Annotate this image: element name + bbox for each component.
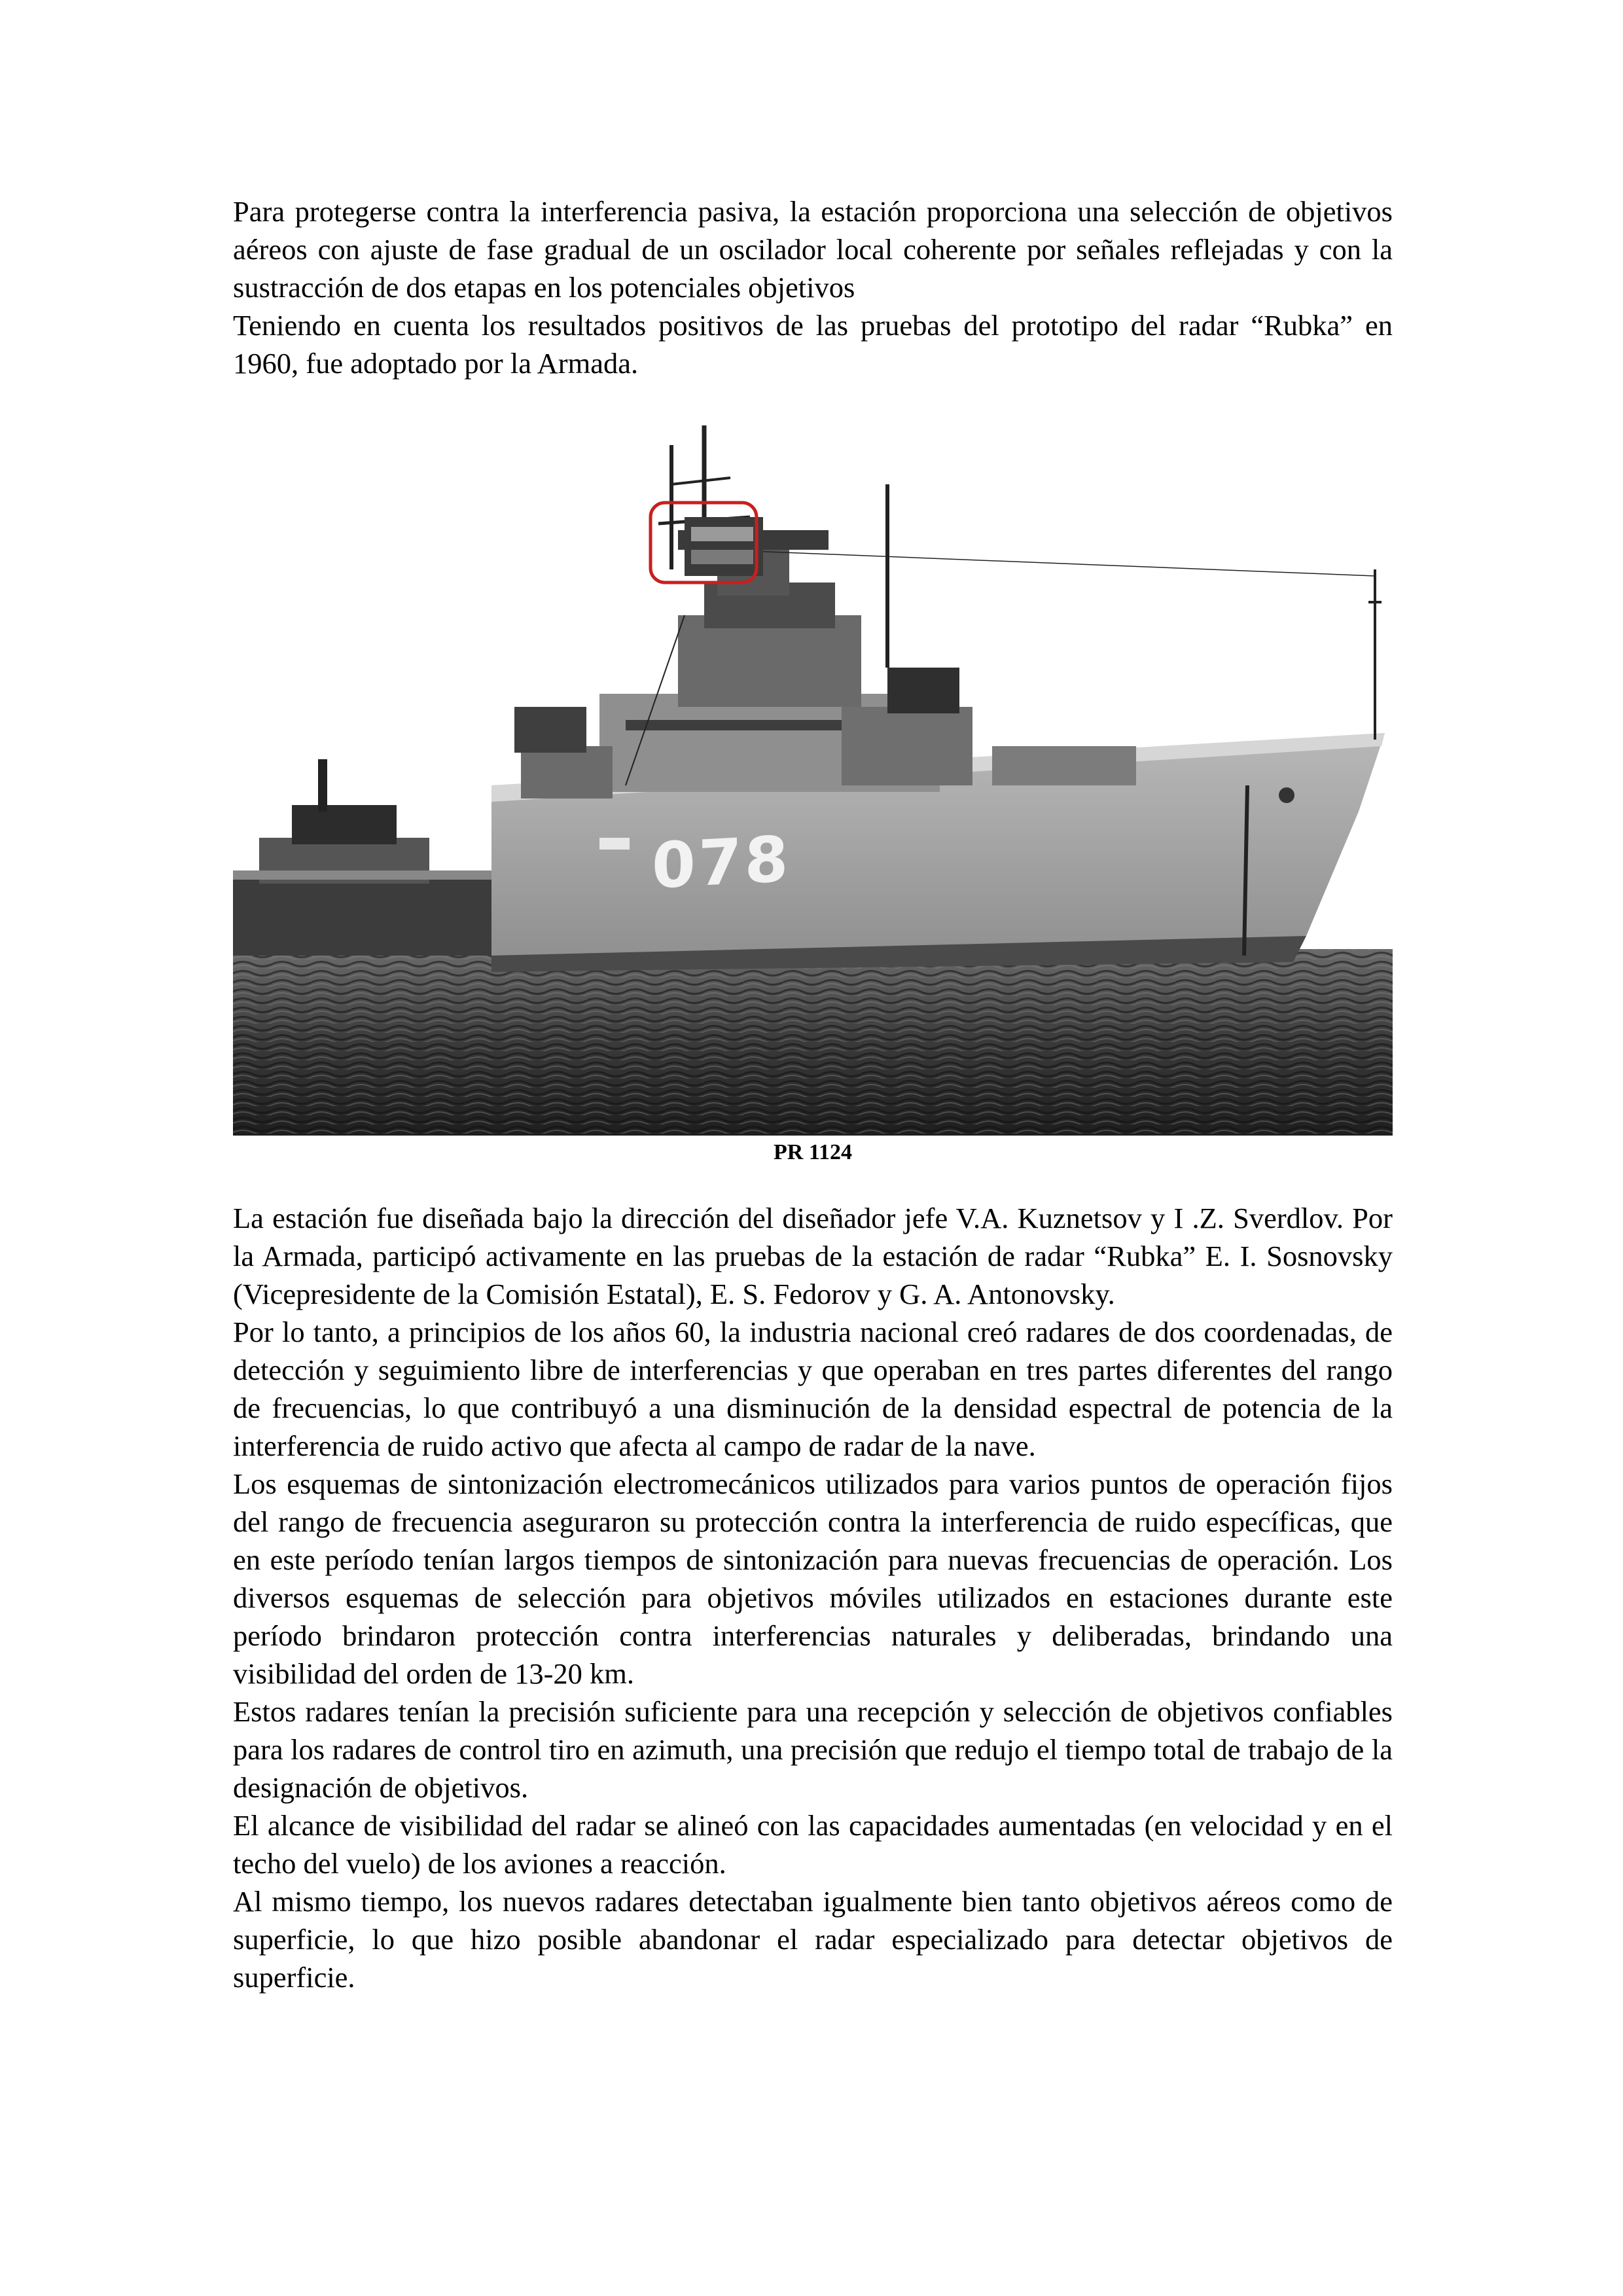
- body-text: [233, 1199, 1393, 1996]
- paragraph-design: La estación fue diseñada bajo la dirección del diseñador jefe V.A. Kuznetsov y I .Z. Sverdlov. Por la Armada, participó activamente en las pruebas de la estación de radar “Rubka” E. I. Sosnovsky (Vicepresidente de la Comisión Estatal), E. S. Fedorov y G. A. Antonovsky.: [233, 1202, 1393, 1310]
- paragraph-range: El alcance de visibilidad del radar se alineó con las capacidades aumentadas (en velocidad y en el techo del vuelo) de los aviones a reacción.: [233, 1809, 1393, 1880]
- paragraph-industry: Por lo tanto, a principios de los años 60, la industria nacional creó radares de dos coordenadas, de detección y seguimiento libre de interferencias y que operaban en tres partes diferentes del rango de frecuencias, lo que contribuyó a una disminución de la densidad espectral de potencia de la interferencia de ruido activo que afecta al campo de radar de la nave.: [233, 1316, 1393, 1462]
- sea: [233, 949, 1393, 1136]
- paragraph-tuning: Los esquemas de sintonización electromecánicos utilizados para varios puntos de operación fijos del rango de frecuencia aseguraron su protección contra la interferencia de ruido específicas, que en este período tenían largos tiempos de sintonización para nuevas frecuencias de operación. Los diversos esquemas de selección para objetivos móviles utilizados en estaciones durante este período brindaron protección contra interferencias naturales y deliberadas, brindando una visibilidad del orden de 13-20 km.: [233, 1467, 1393, 1690]
- paragraph-interference: Para protegerse contra la interferencia pasiva, la estación proporciona una selección de objetivos aéreos con ajuste de fase gradual de un oscilador local coherente por señales reflejadas y con la sustracción de dos etapas en los potenciales objetivos: [233, 195, 1393, 304]
- hull-number: 078: [652, 822, 791, 903]
- ship-photo: [233, 419, 1393, 1136]
- paragraph-surface: Al mismo tiempo, los nuevos radares detectaban igualmente bien tanto objetivos aéreos como de superficie, lo que hizo posible abandonar el radar especializado para detectar objetivos de superficie.: [233, 1885, 1393, 1994]
- photo-caption: PR 1124: [774, 1140, 852, 1164]
- radar-antenna: [685, 517, 763, 576]
- paragraph-precision: Estos radares tenían la precisión suficiente para una recepción y selección de objetivos confiables para los radares de control tiro en azimuth, una precisión que redujo el tiempo total de trabajo de la designación de objetivos.: [233, 1695, 1393, 1804]
- paragraph-adoption: Teniendo en cuenta los resultados positivos de las pruebas del prototipo del radar “Rubka” en 1960, fue adoptado por la Armada.: [233, 309, 1393, 380]
